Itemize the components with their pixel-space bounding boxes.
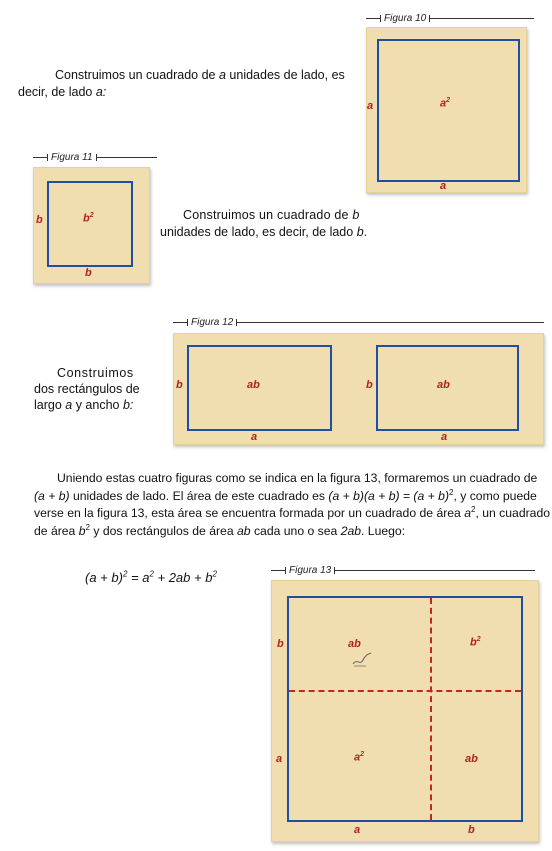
p1-text-1: Construimos un cuadrado de [55, 68, 219, 82]
area-exponent-b: 2 [89, 212, 94, 219]
fig13-side-a-left: a [276, 753, 283, 765]
fig13-area-ab-top: ab [348, 638, 361, 650]
figure-10-label [366, 13, 534, 24]
p4-text-2: unidades de lado. El área de este cuadrado es [69, 488, 329, 503]
area-label-a-squared [440, 97, 450, 110]
paragraph-square-a [18, 67, 353, 100]
p3-var-b: b: [122, 398, 134, 412]
square-a [377, 39, 520, 182]
side-label-a-bottom: a [440, 180, 447, 192]
fig13-area-ab-bottom: ab [465, 753, 478, 765]
paragraph-rectangles [34, 365, 164, 413]
formula-part-2: = a [127, 570, 150, 585]
p2-text-1: Construimos un cuadrado de [183, 208, 353, 222]
figure-11-label [33, 152, 157, 163]
dashed-divider-horizontal [289, 690, 521, 692]
p3-line-1: Construimos [57, 366, 134, 380]
p4-line-1: Uniendo estas cuatro figuras como se indica en la figura 13, formaremos un cuadrado de [57, 471, 538, 485]
figure-11-caption: Figura 11 [51, 152, 93, 163]
area-base: a [440, 97, 447, 110]
rect1-area-ab: ab [247, 379, 260, 391]
fig13-area-a-exp: 2 [360, 751, 365, 758]
p2-text-2: unidades de lado, es decir, de lado [160, 225, 357, 239]
area-base-b: b [83, 212, 90, 225]
formula-exp-1: 2 [122, 569, 128, 579]
p4-var-ab: ab [237, 523, 251, 538]
p4-var-b: b [78, 523, 86, 538]
figure-10-panel [366, 27, 527, 193]
side-label-b-left: b [36, 214, 43, 226]
p3-var-a: a [65, 398, 73, 412]
formula-exp-3: 2 [212, 569, 217, 579]
p4-text-6: de área [34, 523, 79, 538]
p4-text-9: . Luego: [361, 523, 406, 538]
fig13-area-b-base: b [470, 636, 477, 649]
p4-text-8: cada uno o sea [250, 523, 341, 538]
fig13-side-b-left: b [277, 638, 284, 650]
figure-10-caption: Figura 10 [384, 13, 427, 24]
p4-exp-2: 2 [471, 504, 476, 514]
p4-var-a: a [464, 506, 472, 520]
rect1-side-b: b [176, 379, 183, 391]
p4-var-2ab: 2ab [340, 523, 362, 538]
p4-text-4: verse en la figura 13, esta área se encuentra formada por un cuadrado de área [34, 506, 465, 520]
formula-exp-2: 2 [149, 569, 154, 579]
p4-exp-3: 2 [85, 522, 90, 532]
p1-text-2: unidades de lado, es [225, 68, 345, 82]
fig13-area-a-base: a [354, 751, 361, 764]
figure-12-panel [173, 333, 544, 445]
figure-12-label [173, 317, 544, 328]
rect2-side-a: a [441, 431, 448, 443]
figure-13-label [271, 565, 535, 576]
figure-11-panel [33, 167, 150, 284]
rect2-area-ab: ab [437, 379, 450, 391]
rect1-side-a: a [251, 431, 258, 443]
figure-13-caption: Figura 13 [289, 565, 332, 576]
rect2-side-b: b [366, 379, 373, 391]
p4-expr-1: (a + b) [34, 488, 70, 503]
p3-text-1: largo [34, 398, 66, 412]
p1-var-a2: a: [95, 85, 107, 99]
formula-part-1: (a + b) [85, 570, 123, 585]
fig13-area-b-exp: 2 [476, 636, 481, 643]
formula-binomial-square [85, 570, 217, 586]
p2-var-b: b [352, 208, 360, 222]
fig13-area-a-squared [354, 751, 364, 764]
p4-text-5: , un cuadrado [475, 506, 551, 520]
figure-12-caption: Figura 12 [191, 317, 234, 328]
p1-var-a: a [218, 68, 226, 82]
p2-text-3: . [363, 225, 368, 239]
paragraph-union [34, 470, 551, 540]
p4-text-3: , y como puede [453, 488, 537, 503]
side-label-b-bottom: b [85, 267, 92, 279]
p4-exp-1: 2 [449, 487, 454, 497]
p4-text-7: y dos rectángulos de área [89, 523, 237, 538]
side-label-a-left: a [367, 100, 374, 112]
square-a-plus-b [287, 596, 523, 822]
area-label-b-squared [83, 212, 94, 225]
area-exponent: 2 [446, 97, 451, 104]
dashed-divider-vertical [430, 598, 432, 820]
fig13-side-b-bottom: b [468, 824, 475, 836]
p4-expr-2: (a + b)(a + b) = (a + b) [328, 488, 449, 503]
formula-part-3: + 2ab + b [153, 570, 213, 585]
paragraph-square-b [160, 207, 370, 240]
p1-text-3: decir, de lado [18, 85, 96, 99]
figure-13-panel [271, 580, 539, 842]
pencil-mark-icon [351, 650, 373, 668]
p2-var-b2: b [356, 225, 364, 239]
p3-line-2: dos rectángulos de [34, 382, 140, 396]
fig13-area-b-squared [470, 636, 481, 649]
p3-text-2: y ancho [72, 398, 123, 412]
fig13-side-a-bottom: a [354, 824, 361, 836]
